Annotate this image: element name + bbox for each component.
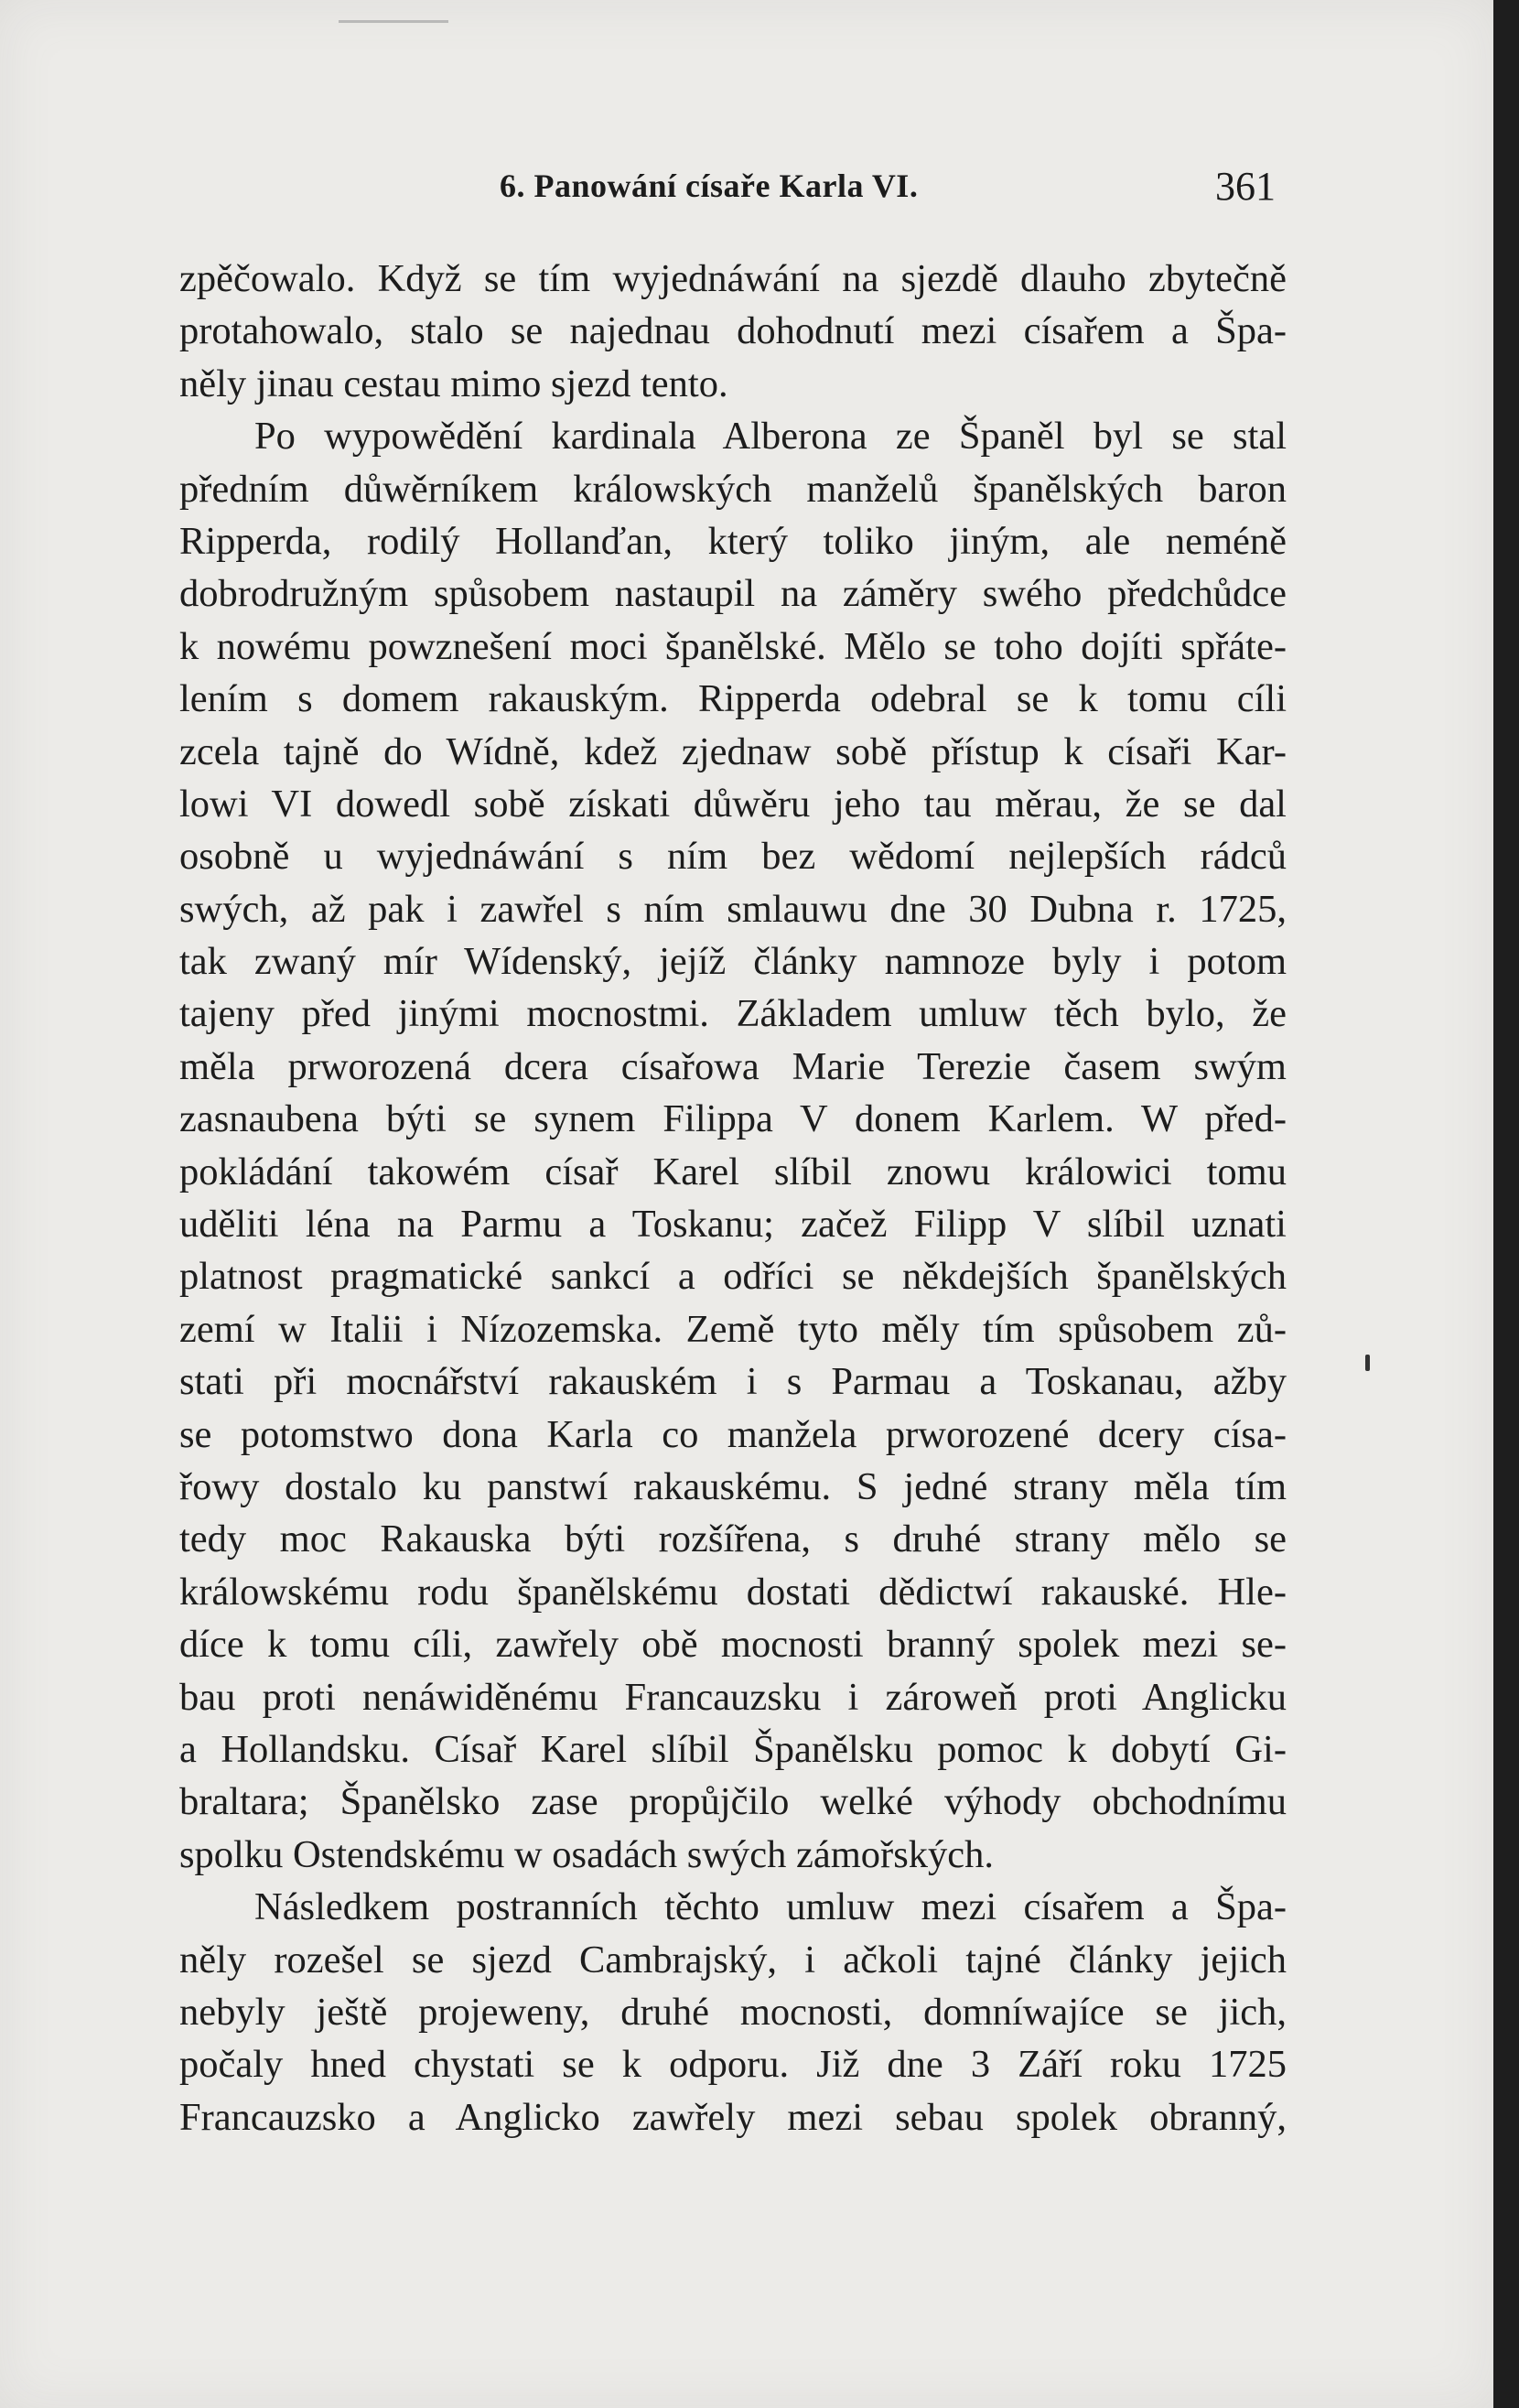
text-line: zasnaubena býti se synem Filippa V donem Karlem. W před- [179, 1097, 1287, 1141]
text-line: pokládání takowém císař Karel slíbil znowu králowici tomu [179, 1150, 1287, 1193]
text-line: swých, až pak i zawřel s ním smlauwu dne 30 Dubna r. 1725, [179, 887, 1287, 931]
text-line: stati při mocnářství rakauském i s Parmau a Toskanau, ažby [179, 1360, 1287, 1404]
text-line: lením s domem rakauským. Ripperda odebral se k tomu cíli [179, 677, 1287, 721]
running-head: 6. Panowání císaře Karla VI. [500, 167, 919, 204]
text-line: se potomstwo dona Karla co manžela prworozené dcery císa- [179, 1412, 1287, 1456]
text-line: Francauzsko a Anglicko zawřely mezi sebau spolek obranný, [179, 2095, 1287, 2139]
text-line: měla prworozená dcera císařowa Marie Terezie časem swým [179, 1044, 1287, 1088]
text-line: tajeny před jinými mocnostmi. Základem umluw těch bylo, že [179, 992, 1287, 1036]
text-line: uděliti léna na Parmu a Toskanu; začež Filipp V slíbil uznati [179, 1203, 1287, 1247]
text-line: Ripperda, rodilý Hollanďan, který toliko jiným, ale neméně [179, 519, 1287, 563]
text-line: Následkem postranních těchto umluw mezi císařem a Špa- [254, 1885, 1287, 1929]
text-line: zpěčowalo. Když se tím wyjednáwání na sjezdě dlauho zbytečně [179, 257, 1287, 300]
text-line: braltara; Španělsko zase propůjčilo welké výhody obchodnímu [179, 1780, 1287, 1824]
text-line: řowy dostalo ku panstwí rakauskému. S jedné strany měla tím [179, 1464, 1287, 1508]
text-line: spolku Ostendskému w osadách swých zámořských. [179, 1832, 994, 1876]
text-line: protahowalo, stalo se najednau dohodnutí mezi císařem a Špa- [179, 309, 1287, 353]
text-line: platnost pragmatické sankcí a odříci se někdejších španělských [179, 1255, 1287, 1299]
scan-border [1493, 0, 1519, 2408]
text-line: a Hollandsku. Císař Karel slíbil Španělsku pomoc k dobytí Gi- [179, 1727, 1287, 1771]
text-line: předním důwěrníkem králowských manželů španělských baron [179, 467, 1287, 511]
text-line: dobrodružným spůsobem nastaupil na záměry swého předchůdce [179, 572, 1287, 616]
text-line: něly rozešel se sjezd Cambrajský, i ačkoli tajné články jejich [179, 1938, 1287, 1981]
text-line: králowskému rodu španělskému dostati dědictwí rakauské. Hle- [179, 1570, 1287, 1614]
text-line: lowi VI dowedl sobě získati důwěru jeho tau měrau, že se dal [179, 782, 1287, 826]
margin-mark [1365, 1355, 1370, 1371]
page-number: 361 [1215, 164, 1276, 209]
body-text [179, 253, 1287, 2143]
text-line: nebyly ještě projeweny, druhé mocnosti, domníwajíce se jich, [179, 1990, 1287, 2034]
text-line: k nowému powznešení moci španělské. Mělo se toho dojíti spřáte- [179, 624, 1287, 668]
text-line: díce k tomu cíli, zawřely obě mocnosti branný spolek mezi se- [179, 1623, 1287, 1667]
text-line: tak zwaný mír Wídenský, jejíž články namnoze byly i potom [179, 940, 1287, 984]
text-line: zemí w Italii i Nízozemska. Země tyto měly tím spůsobem zů- [179, 1307, 1287, 1351]
text-line: tedy moc Rakauska býti rozšířena, s druhé strany mělo se [179, 1517, 1287, 1561]
text-line: něly jinau cestau mimo sjezd tento. [179, 362, 728, 405]
text-line: bau proti nenáwiděnému Francauzsku i zároweň proti Anglicku [179, 1675, 1287, 1719]
text-line: Po wypowědění kardinala Alberona ze Španěl byl se stal [254, 415, 1287, 459]
text-line: počaly hned chystati se k odporu. Již dne 3 Září roku 1725 [179, 2043, 1287, 2087]
scan-smudge [339, 20, 448, 23]
text-line: osobně u wyjednáwání s ním bez wědomí nejlepších rádců [179, 835, 1287, 879]
page-header [179, 163, 1287, 214]
text-line: zcela tajně do Wídně, kdež zjednaw sobě přístup k císaři Kar- [179, 729, 1287, 773]
